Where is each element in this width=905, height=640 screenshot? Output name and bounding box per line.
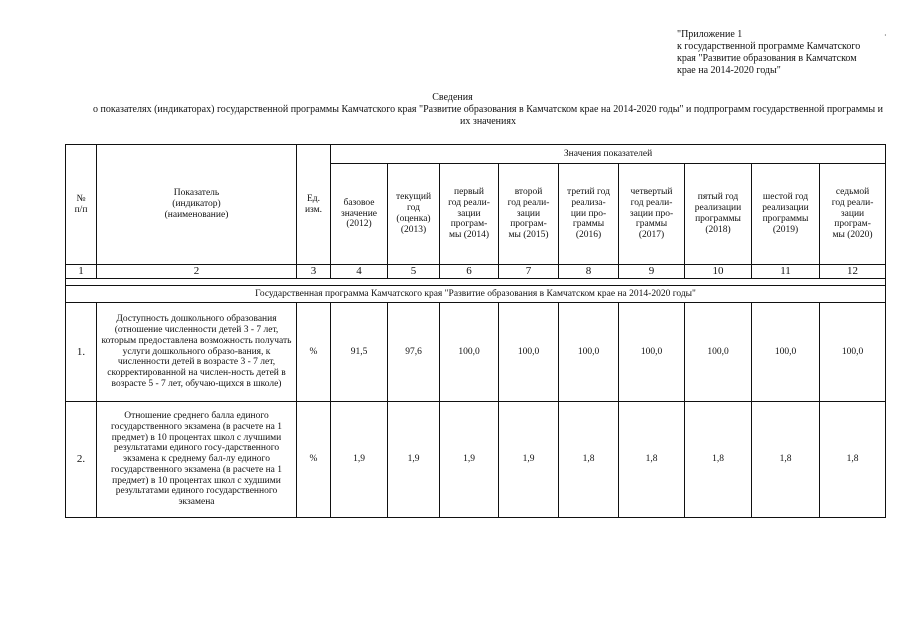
row-value: 1,9: [331, 402, 388, 518]
column-number: 7: [499, 265, 559, 279]
row-value: 100,0: [752, 303, 820, 402]
header-value-2012: базовое значение (2012): [331, 164, 388, 265]
header-num: № п/п: [66, 145, 97, 265]
column-number: 12: [820, 265, 886, 279]
header-indicator: Показатель (индикатор) (наименование): [97, 145, 297, 265]
header-value-2014: первый год реали- зации програм- мы (2014): [440, 164, 499, 265]
spacer-row: [66, 279, 886, 286]
row-value: 97,6: [388, 303, 440, 402]
table-row: [66, 402, 886, 518]
column-number: 2: [97, 265, 297, 279]
header-value-2019: шестой год реализации программы (2019): [752, 164, 820, 265]
header-value-2020: седьмой год реали- зации програм- мы (2020): [820, 164, 886, 265]
indicators-table: [65, 144, 886, 518]
row-value: 1,8: [685, 402, 752, 518]
column-number: 1: [66, 265, 97, 279]
row-value: 100,0: [440, 303, 499, 402]
column-number: 5: [388, 265, 440, 279]
row-number: 1.: [66, 303, 97, 402]
row-value: 1,9: [388, 402, 440, 518]
row-value: 1,9: [499, 402, 559, 518]
header-value-2016: третий год реализа- ции про- граммы (2016): [559, 164, 619, 265]
column-number: 10: [685, 265, 752, 279]
row-value: 100,0: [559, 303, 619, 402]
section-title: Государственная программа Камчатского края "Развитие образования в Камчатском крае на 2014-2020 годы": [66, 286, 886, 303]
header-value-2017: четвертый год реали- зации про- граммы (2017): [619, 164, 685, 265]
appendix-note: "Приложение 1 к государственной программе Камчатского края "Развитие образования в Камчатском крае на 2014-2020 годы": [677, 29, 861, 76]
row-value: 1,8: [820, 402, 886, 518]
header-value-2018: пятый год реализации программы (2018): [685, 164, 752, 265]
row-value: 100,0: [499, 303, 559, 402]
column-number: 4: [331, 265, 388, 279]
row-value: 100,0: [685, 303, 752, 402]
row-number: 2.: [66, 402, 97, 518]
document-heading: Сведения: [432, 92, 473, 103]
row-value: 100,0: [619, 303, 685, 402]
header-unit: Ед. изм.: [297, 145, 331, 265]
row-value: 1,8: [619, 402, 685, 518]
row-unit: %: [297, 402, 331, 518]
document-subheading: о показателях (индикаторах) государственной программы Камчатского края "Развитие образования в Камчатском крае на 2014-2020 годы" и подпрограмм государственной программы и их значениях: [93, 104, 883, 127]
row-value: 1,9: [440, 402, 499, 518]
column-number: 8: [559, 265, 619, 279]
row-value: 1,8: [559, 402, 619, 518]
row-unit: %: [297, 303, 331, 402]
column-number: 11: [752, 265, 820, 279]
header-values-group: Значения показателей: [331, 145, 886, 164]
column-number: 3: [297, 265, 331, 279]
row-indicator-name: Отношение среднего балла единого государственного экзамена (в расчете на 1 предмет) в 10 процентах школ с лучшими результатами единого госу-дарственного экзамена к среднему бал-лу единого государственного экзамена (в расчете на 1 предмет) в 10 процентах школ с худшими результатами единого государственного экзамена: [97, 402, 297, 518]
row-indicator-name: Доступность дошкольного образования (отношение численности детей 3 - 7 лет, которым предоставлена возможность получать услуги дошкольного образо-вания, к численности детей в возрасте 3 - 7 лет, скорректированной на числен-ность детей в возрасте 5 - 7 лет, обучаю-щихся в школе): [97, 303, 297, 402]
column-number: 6: [440, 265, 499, 279]
scan-mark: ·: [884, 31, 887, 40]
table-row: [66, 303, 886, 402]
column-number: 9: [619, 265, 685, 279]
header-value-2015: второй год реали- зации програм- мы (2015): [499, 164, 559, 265]
row-value: 91,5: [331, 303, 388, 402]
row-value: 1,8: [752, 402, 820, 518]
header-value-2013: текущий год (оценка) (2013): [388, 164, 440, 265]
row-value: 100,0: [820, 303, 886, 402]
